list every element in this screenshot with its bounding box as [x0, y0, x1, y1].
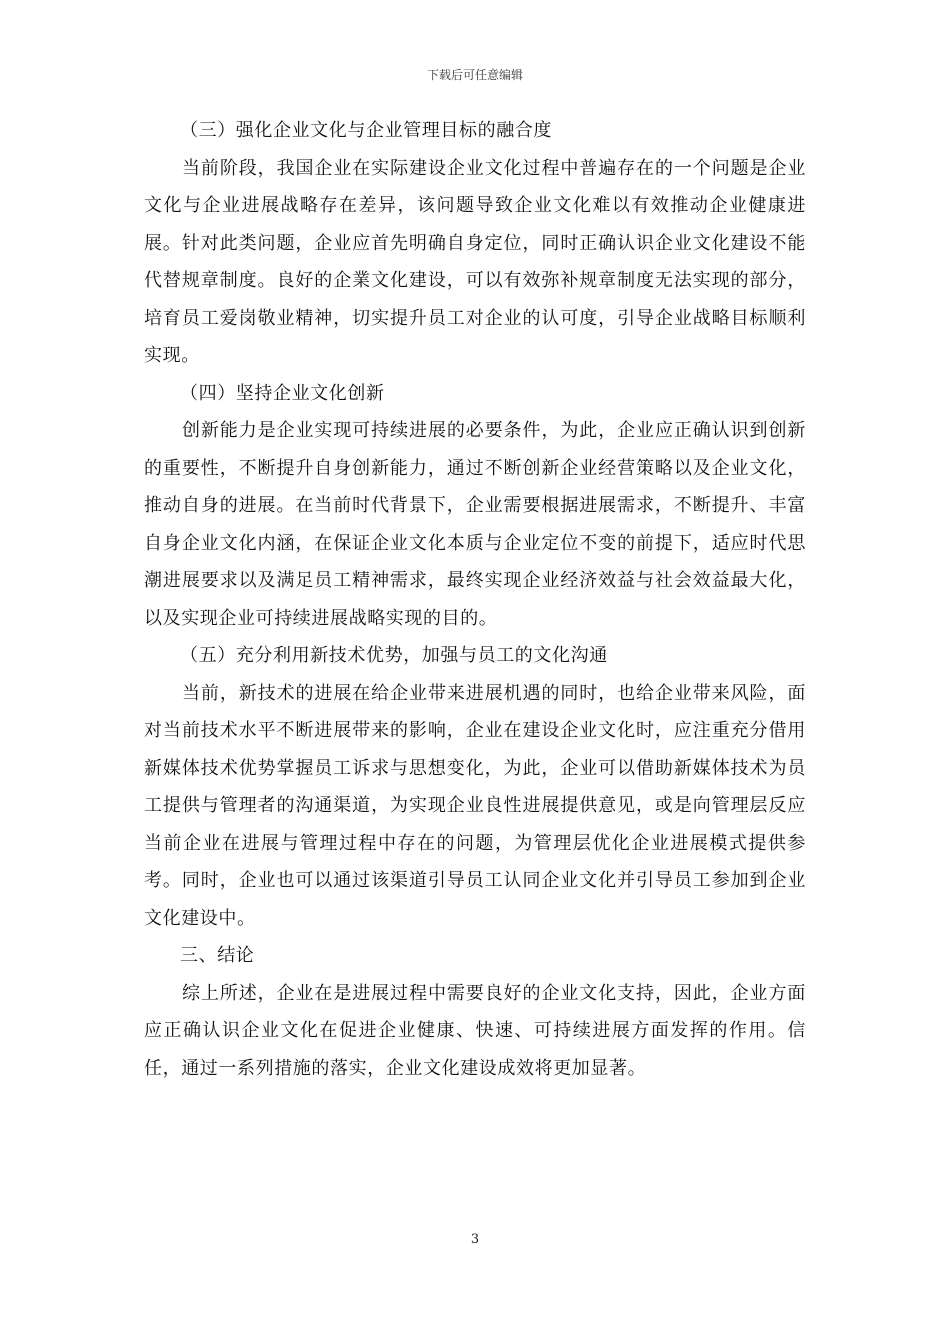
section-heading-4: （四）坚持企业文化创新	[180, 382, 385, 404]
document-body	[144, 112, 806, 1087]
page-number: 3	[470, 1232, 480, 1247]
section-paragraph-4: 创新能力是企业实现可持续进展的必要条件，为此，企业应正确认识到创新的重要性，不断提升自身创新能力，通过不断创新企业经营策略以及企业文化，推动自身的进展。在当前时代背景下，企业需要根据进展需求，不断提升、丰富自身企业文化内涵，在保证企业文化本质与企业定位不变的前提下，适应时代思潮进展要求以及满足员工精神需求，最终实现企业经济效益与社会效益最大化，以及实现企业可持续进展战略实现的目的。	[144, 420, 806, 629]
page-header: 下载后可任意编辑	[426, 68, 523, 82]
section-paragraph-5: 当前，新技术的进展在给企业带来进展机遇的同时，也给企业带来风险，面对当前技术水平不断进展带来的影响，企业在建设企业文化时，应注重充分借用新媒体技术优势掌握员工诉求与思想变化，为此，企业可以借助新媒体技术为员工提供与管理者的沟通渠道，为实现企业良性进展提供意见，或是向管理层反应当前企业在进展与管理过程中存在的问题，为管理层优化企业进展模式提供参考。同时，企业也可以通过该渠道引导员工认同企业文化并引导员工参加到企业文化建设中。	[144, 682, 806, 929]
section-paragraph-3: 当前阶段，我国企业在实际建设企业文化过程中普遍存在的一个问题是企业文化与企业进展战略存在差异，该问题导致企业文化难以有效推动企业健康进展。针对此类问题，企业应首先明确自身定位，同时正确认识企业文化建设不能代替规章制度。良好的企業文化建设，可以有效弥补规章制度无法实现的部分，培育员工爱岗敬业精神，切实提升员工对企业的认可度，引导企业战略目标顺利实现。	[144, 157, 806, 366]
conclusion-heading: 三、结论	[180, 945, 255, 966]
conclusion-paragraph: 综上所述，企业在是进展过程中需要良好的企业文化支持，因此，企业方面应正确认识企业文化在促进企业健康、快速、可持续进展方面发挥的作用。信任，通过一系列措施的落实，企业文化建设成效将更加显著。	[144, 982, 806, 1079]
section-heading-3: （三）强化企业文化与企业管理目标的融合度	[180, 120, 552, 141]
section-heading-5: （五）充分利用新技术优势，加强与员工的文化沟通	[180, 645, 608, 666]
